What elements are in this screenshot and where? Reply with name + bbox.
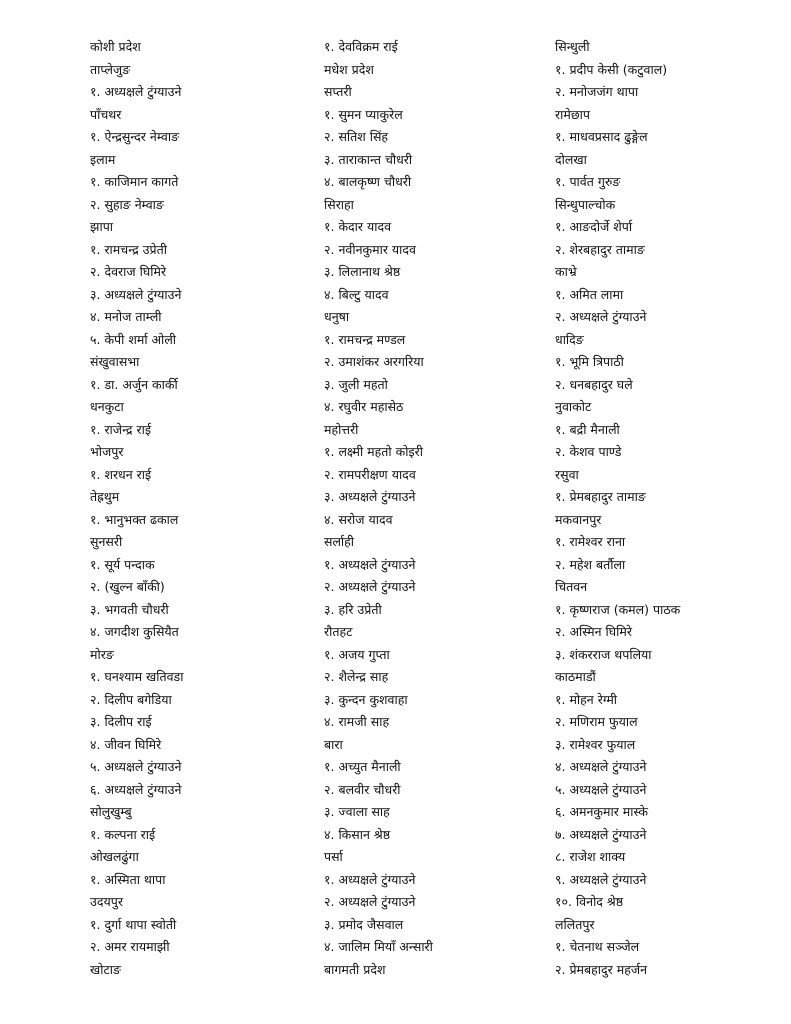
text-line: दोलखा [555,151,587,167]
text-line: १. अच्युत मैनाली [324,759,401,774]
text-line: चितवन [555,579,588,594]
text-line: उदयपुर [90,894,123,909]
text-line: मकवानपुर [555,511,602,527]
text-line: १. अध्यक्षले टुंग्याउने [324,556,416,572]
text-line: इलाम [90,151,116,167]
text-line: ४. बिल्टु यादव [324,286,389,302]
text-line: ४. किसान श्रेष्ठ [324,826,391,842]
text-line: १. सुमन प्याकुरेल [324,106,403,122]
text-line: २. सुहाङ नेम्वाङ [90,196,164,212]
text-line: ३. शंकरराज थपलिया [555,646,652,662]
text-line: रामेछाप [555,106,590,122]
text-line: ४. मनोज ताम्ली [90,309,162,324]
text-line: ३. ताराकान्त चौधरी [324,151,413,167]
text-line: २. महेश बर्तौला [555,556,626,572]
text-line: ४. अध्यक्षले टुंग्याउने [555,759,647,774]
text-line: ६. अध्यक्षले टुंग्याउने [90,781,182,797]
text-line: सिन्धुपाल्चोक [555,196,616,212]
text-line: २. धनबहादुर घले [555,376,633,392]
text-line: भोजपुर [90,444,124,459]
text-line: २. नवीनकुमार यादव [324,241,416,257]
text-line: १. काजिमान कागते [90,174,179,189]
text-line: ३. प्रमोद जैसवाल [324,916,404,932]
text-line: २. उमाशंकर अरगरिया [324,354,424,369]
text-line: ४. जीवन घिमिरे [90,736,162,752]
text-line: सुनसरी [90,534,123,549]
text-line: ३. अध्यक्षले टुंग्याउने [324,489,416,504]
text-line: १०. विनोद श्रेष्ठ [555,894,624,909]
text-line: कोशी प्रदेश [90,39,141,54]
text-line: काठमाडौं [555,669,596,684]
text-line: संखुवासभा [90,354,140,369]
text-line: १. चेतनाथ सञ्जेल [555,939,640,954]
text-line: ३. कुन्दन कुशवाहा [324,691,408,707]
text-line: ४. रघुवीर महासेठ [324,399,404,414]
text-line: १. रामेश्वर राना [555,534,626,549]
text-line: ५. अध्यक्षले टुंग्याउने [90,759,182,774]
text-line: ३. लिलानाथ श्रेष्ठ [324,264,401,279]
text-line: ४. रामजी साह [324,714,390,729]
text-line: १. अस्मिता थापा [90,871,166,887]
text-line: ओखलढुंगा [90,849,139,864]
text-line: १. अध्यक्षले टुंग्याउने [324,871,416,887]
text-line: २. दिलीप बगेडिया [90,691,172,707]
text-line: २. केशव पाण्डे [555,444,622,459]
text-column-1 [90,36,183,981]
text-line: बारा [324,736,343,752]
text-line: १. कल्पना राई [90,826,156,842]
text-line: २. रामपरीक्षण यादव [324,466,416,482]
text-line: २. शैलेन्द्र साह [324,669,389,684]
text-line: १. भूमि त्रिपाठी [555,354,624,369]
text-line: ४. जगदीश कुसियैत [90,624,179,639]
text-line: सोलुखुम्बु [90,804,132,819]
text-line: रसुवा [555,466,579,482]
text-line: १. रामचन्द्र मण्डल [324,331,406,347]
text-column-3 [555,36,680,981]
text-line: नुवाकोट [555,399,592,414]
text-line: १. रामचन्द्र उप्रेती [90,241,168,257]
text-line: १. कृष्णराज (कमल) पाठक [555,601,681,617]
text-line: १. सूर्य पन्दाक [90,556,155,572]
text-line: २. बलवीर चौधरी [324,781,401,797]
text-line: १. अध्यक्षले टुंग्याउने [90,84,182,99]
text-line: ४. बालकृष्ण चौधरी [324,174,412,189]
text-line: १. अमित लामा [555,286,624,302]
text-line: ३. ज्वाला साह [324,804,390,819]
text-line: १. प्रेमबहादुर तामाङ [555,489,646,504]
text-line: खोटाङ [90,961,121,977]
text-line: ८. राजेश शाक्य [555,849,626,864]
text-line: काभ्रे [555,264,577,279]
text-line: धनकुटा [90,399,124,414]
text-line: ३. अध्यक्षले टुंग्याउने [90,286,182,302]
text-line: २. मनोजजंग थापा [555,84,639,99]
text-line: झापा [90,219,114,234]
text-line: ५. केपी शर्मा ओली [90,331,177,347]
text-line: २. अध्यक्षले टुंग्याउने [324,894,416,909]
text-line: १. राजेन्द्र राई [90,421,152,437]
text-line: २. अमर रायमाझी [90,939,170,954]
text-line: ४. सरोज यादव [324,511,393,527]
text-line: सिराहा [324,196,354,212]
text-line: पाँचथर [90,106,122,122]
text-line: ३. भगवती चौधरी [90,601,169,617]
text-line: मोरङ [90,646,114,662]
text-line: २. अध्यक्षले टुंग्याउने [555,309,647,324]
text-line: रौतहट [324,624,353,639]
text-line: ३. हरि उप्रेती [324,601,382,617]
text-line: ललितपुर [555,916,595,932]
text-line: ३. दिलीप राई [90,714,152,729]
text-line: ७. अध्यक्षले टुंग्याउने [555,826,647,842]
text-line: २. देवराज घिमिरे [90,264,167,279]
text-line: ६. अमनकुमार मास्के [555,804,648,819]
text-line: १. बद्री मैनाली [555,421,620,437]
text-line: १. घनश्याम खतिवडा [90,669,184,684]
text-line: सप्तरी [324,84,352,99]
text-line: ३. रामेश्वर फुयाल [555,736,636,752]
text-line: १. प्रदीप केसी (कटुवाल) [555,61,668,77]
text-line: ४. जालिम मियाँ अन्सारी [324,939,433,954]
text-line: २. (खुल्न बाँकी) [90,579,165,594]
text-line: ५. अध्यक्षले टुंग्याउने [555,781,647,797]
text-line: १. आङदोर्जे शेर्पा [555,219,633,234]
text-column-2 [324,36,433,981]
text-line: ताप्लेजुङ [90,61,131,77]
text-line: २. मणिराम फुयाल [555,714,638,729]
text-line: सिन्धुली [555,39,590,54]
text-line: २. अस्मिन घिमिरे [555,624,632,639]
text-line: १. केदार यादव [324,219,392,234]
text-line: सर्लाही [324,534,355,549]
text-line: ३. जुली महतो [324,376,388,392]
text-line: १. ऐन्द्रसुन्दर नेम्वाङ [90,129,180,144]
text-line: १. शरधन राई [90,466,152,482]
text-line: धादिङ [555,331,584,347]
text-line: बागमती प्रदेश [324,961,386,977]
text-line: १. लक्ष्मी महतो कोइरी [324,444,423,459]
text-line: मधेश प्रदेश [324,61,374,77]
text-line: तेह्रथुम [90,489,120,504]
text-line: १. देवविक्रम राई [324,39,398,54]
text-line: २. अध्यक्षले टुंग्याउने [324,579,416,594]
text-line: १. भानुभक्त ढकाल [90,511,179,527]
text-line: १. पार्वत गुरुङ [555,174,621,189]
text-line: पर्सा [324,849,343,864]
text-line: १. मोहन रेग्मी [555,691,618,707]
text-line: धनुषा [324,309,350,324]
text-line: २. सतिश सिंह [324,129,389,144]
text-line: १. डा. अर्जुन कार्की [90,376,178,392]
text-line: १. माधवप्रसाद ढुङ्गेल [555,129,648,144]
text-line: ९. अध्यक्षले टुंग्याउने [555,871,647,887]
text-line: १. अजय गुप्ता [324,646,390,662]
text-line: २. प्रेमबहादुर महर्जन [555,961,648,977]
text-line: महोत्तरी [324,421,359,437]
text-line: २. शेरबहादुर तामाङ [555,241,645,257]
text-line: १. दुर्गा थापा स्वोती [90,916,177,932]
